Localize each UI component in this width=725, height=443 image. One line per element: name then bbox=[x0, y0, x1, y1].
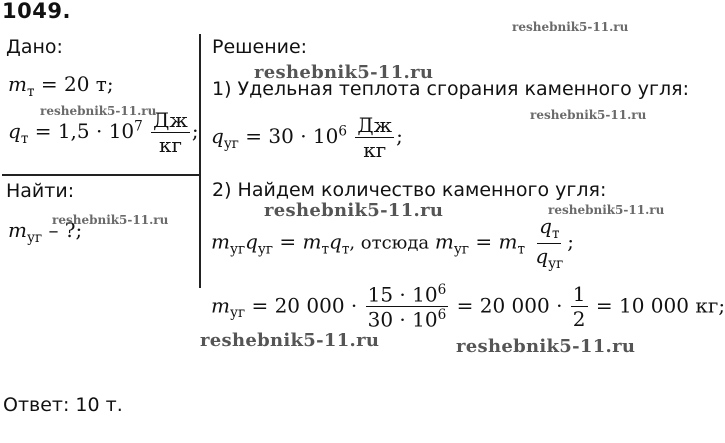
watermark: reshebnik5-11.ru bbox=[548, 203, 665, 217]
given-bottom-divider bbox=[2, 174, 200, 176]
solution-header: Решение: bbox=[212, 36, 308, 58]
watermark: reshebnik5-11.ru bbox=[456, 336, 636, 357]
watermark: reshebnik5-11.ru bbox=[52, 213, 169, 227]
numeric-fraction-1: $\frac{15 \cdot 10^6}{30 \cdot 10^6}$ bbox=[367, 282, 447, 332]
watermark: reshebnik5-11.ru bbox=[264, 200, 444, 221]
solution-step2: 2) Найдем количество каменного угля: bbox=[212, 179, 607, 201]
problem-number: 1049. bbox=[2, 0, 71, 23]
find-target: $m_{уг}$ – ?; bbox=[8, 218, 83, 246]
solution-step1: 1) Удельная теплота сгорания каменного угля: bbox=[212, 78, 689, 100]
watermark: reshebnik5-11.ru bbox=[200, 330, 380, 351]
solution-equation-2: $m_{уг} = 20$ 000 · $\frac{15 \cdot 10^6}{30 \cdot 10^6}$ = 20 000 · $\frac{1}{2}$ = 10 000 кг; bbox=[211, 282, 725, 332]
numeric-fraction-2: $\frac{1}{2}$ bbox=[572, 282, 586, 332]
given-heat-peat: $q_т = 1,5 \cdot 10^7$ $\frac{Дж}{кг}$ ; bbox=[8, 108, 199, 157]
watermark: reshebnik5-11.ru bbox=[40, 104, 157, 118]
watermark: reshebnik5-11.ru bbox=[512, 20, 629, 34]
unit-fraction: $\frac{Дж}{кг}$ bbox=[153, 108, 188, 157]
given-mass: $m_т = 20$ т; bbox=[8, 72, 114, 100]
watermark: reshebnik5-11.ru bbox=[530, 108, 647, 122]
vertical-divider bbox=[199, 34, 201, 288]
given-header: Дано: bbox=[6, 36, 63, 58]
q-ratio-fraction: $\frac{q_т}{q_{уг}}$ bbox=[535, 214, 564, 272]
answer: Ответ: 10 т. bbox=[3, 394, 123, 416]
solution-q-coal: $q_{уг} = 30 \cdot 10^6$ $\frac{Дж}{кг}$ ; bbox=[211, 113, 403, 162]
watermark: reshebnik5-11.ru bbox=[254, 62, 434, 83]
find-header: Найти: bbox=[6, 180, 75, 202]
unit-fraction: $\frac{Дж}{кг}$ bbox=[357, 113, 393, 162]
solution-equation-1: $m_{уг}q_{уг} = m_тq_т$, отсюда $m_{уг} = m_т$ $\frac{q_т}{q_{уг}}$ ; bbox=[211, 214, 575, 272]
